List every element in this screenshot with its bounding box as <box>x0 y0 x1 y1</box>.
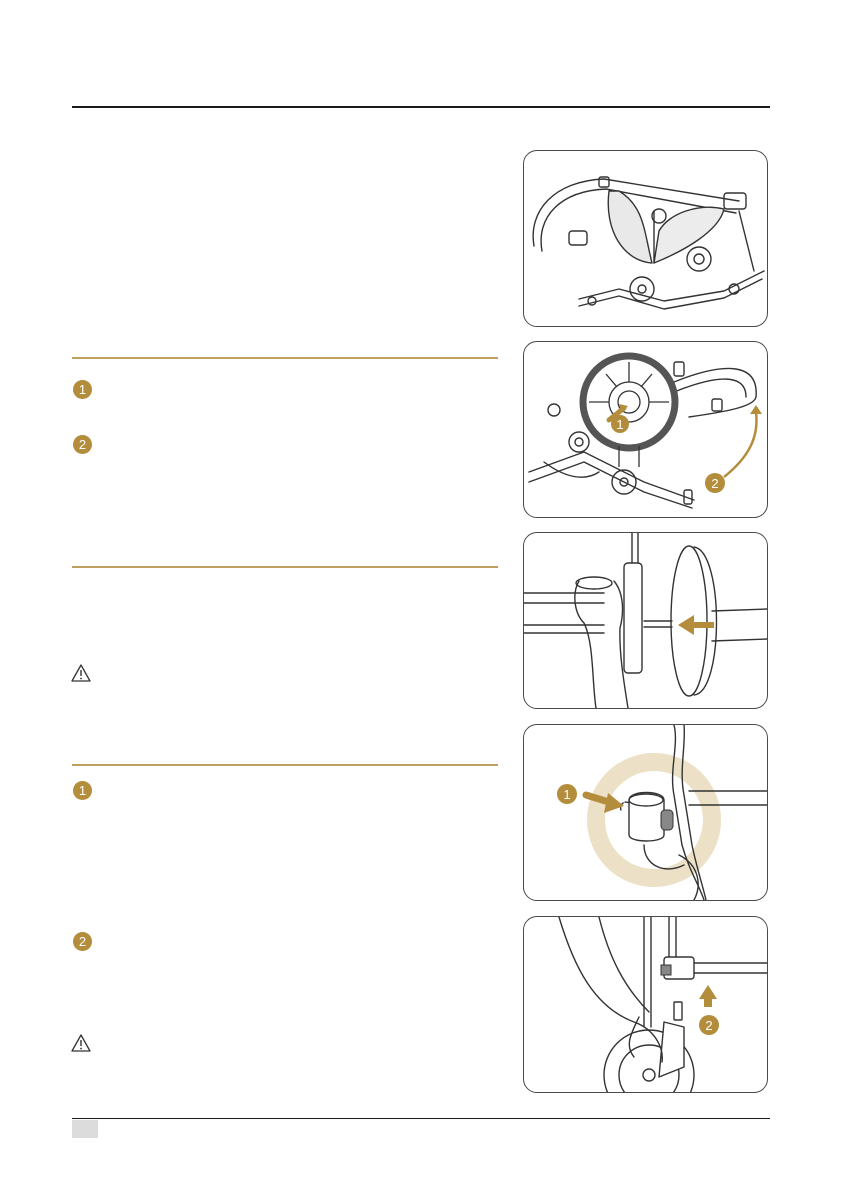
step-1-badge: 1 <box>73 380 92 399</box>
folded-frame-drawing <box>524 151 767 326</box>
section-divider-2 <box>72 566 498 568</box>
release-button-drawing <box>524 342 767 517</box>
warning-triangle-icon <box>71 1034 91 1052</box>
header-rule <box>72 106 770 108</box>
warning-triangle-icon <box>71 664 91 682</box>
wheel-lock-drawing <box>524 725 767 900</box>
illustration-swivel-wheel <box>523 916 768 1093</box>
footer-rule <box>72 1118 770 1119</box>
step-2-badge: 2 <box>73 435 92 454</box>
swivel-wheel-drawing <box>524 917 767 1092</box>
callout-2-label: 2 <box>705 1018 713 1033</box>
illustration-folded-frame <box>523 150 768 327</box>
step-2-badge: 2 <box>73 932 92 951</box>
section-divider-1 <box>72 357 498 359</box>
callout-1-label: 1 <box>563 787 571 802</box>
step-1-badge: 1 <box>73 781 92 800</box>
callout-1-label: 1 <box>616 417 624 432</box>
page-number-tab <box>72 1120 98 1138</box>
section-divider-3 <box>72 764 498 766</box>
illustration-wheel-lock <box>523 724 768 901</box>
wheel-attach-drawing <box>524 533 767 708</box>
illustration-release-button <box>523 341 768 518</box>
illustration-wheel-attach <box>523 532 768 709</box>
callout-2-label: 2 <box>711 476 719 491</box>
